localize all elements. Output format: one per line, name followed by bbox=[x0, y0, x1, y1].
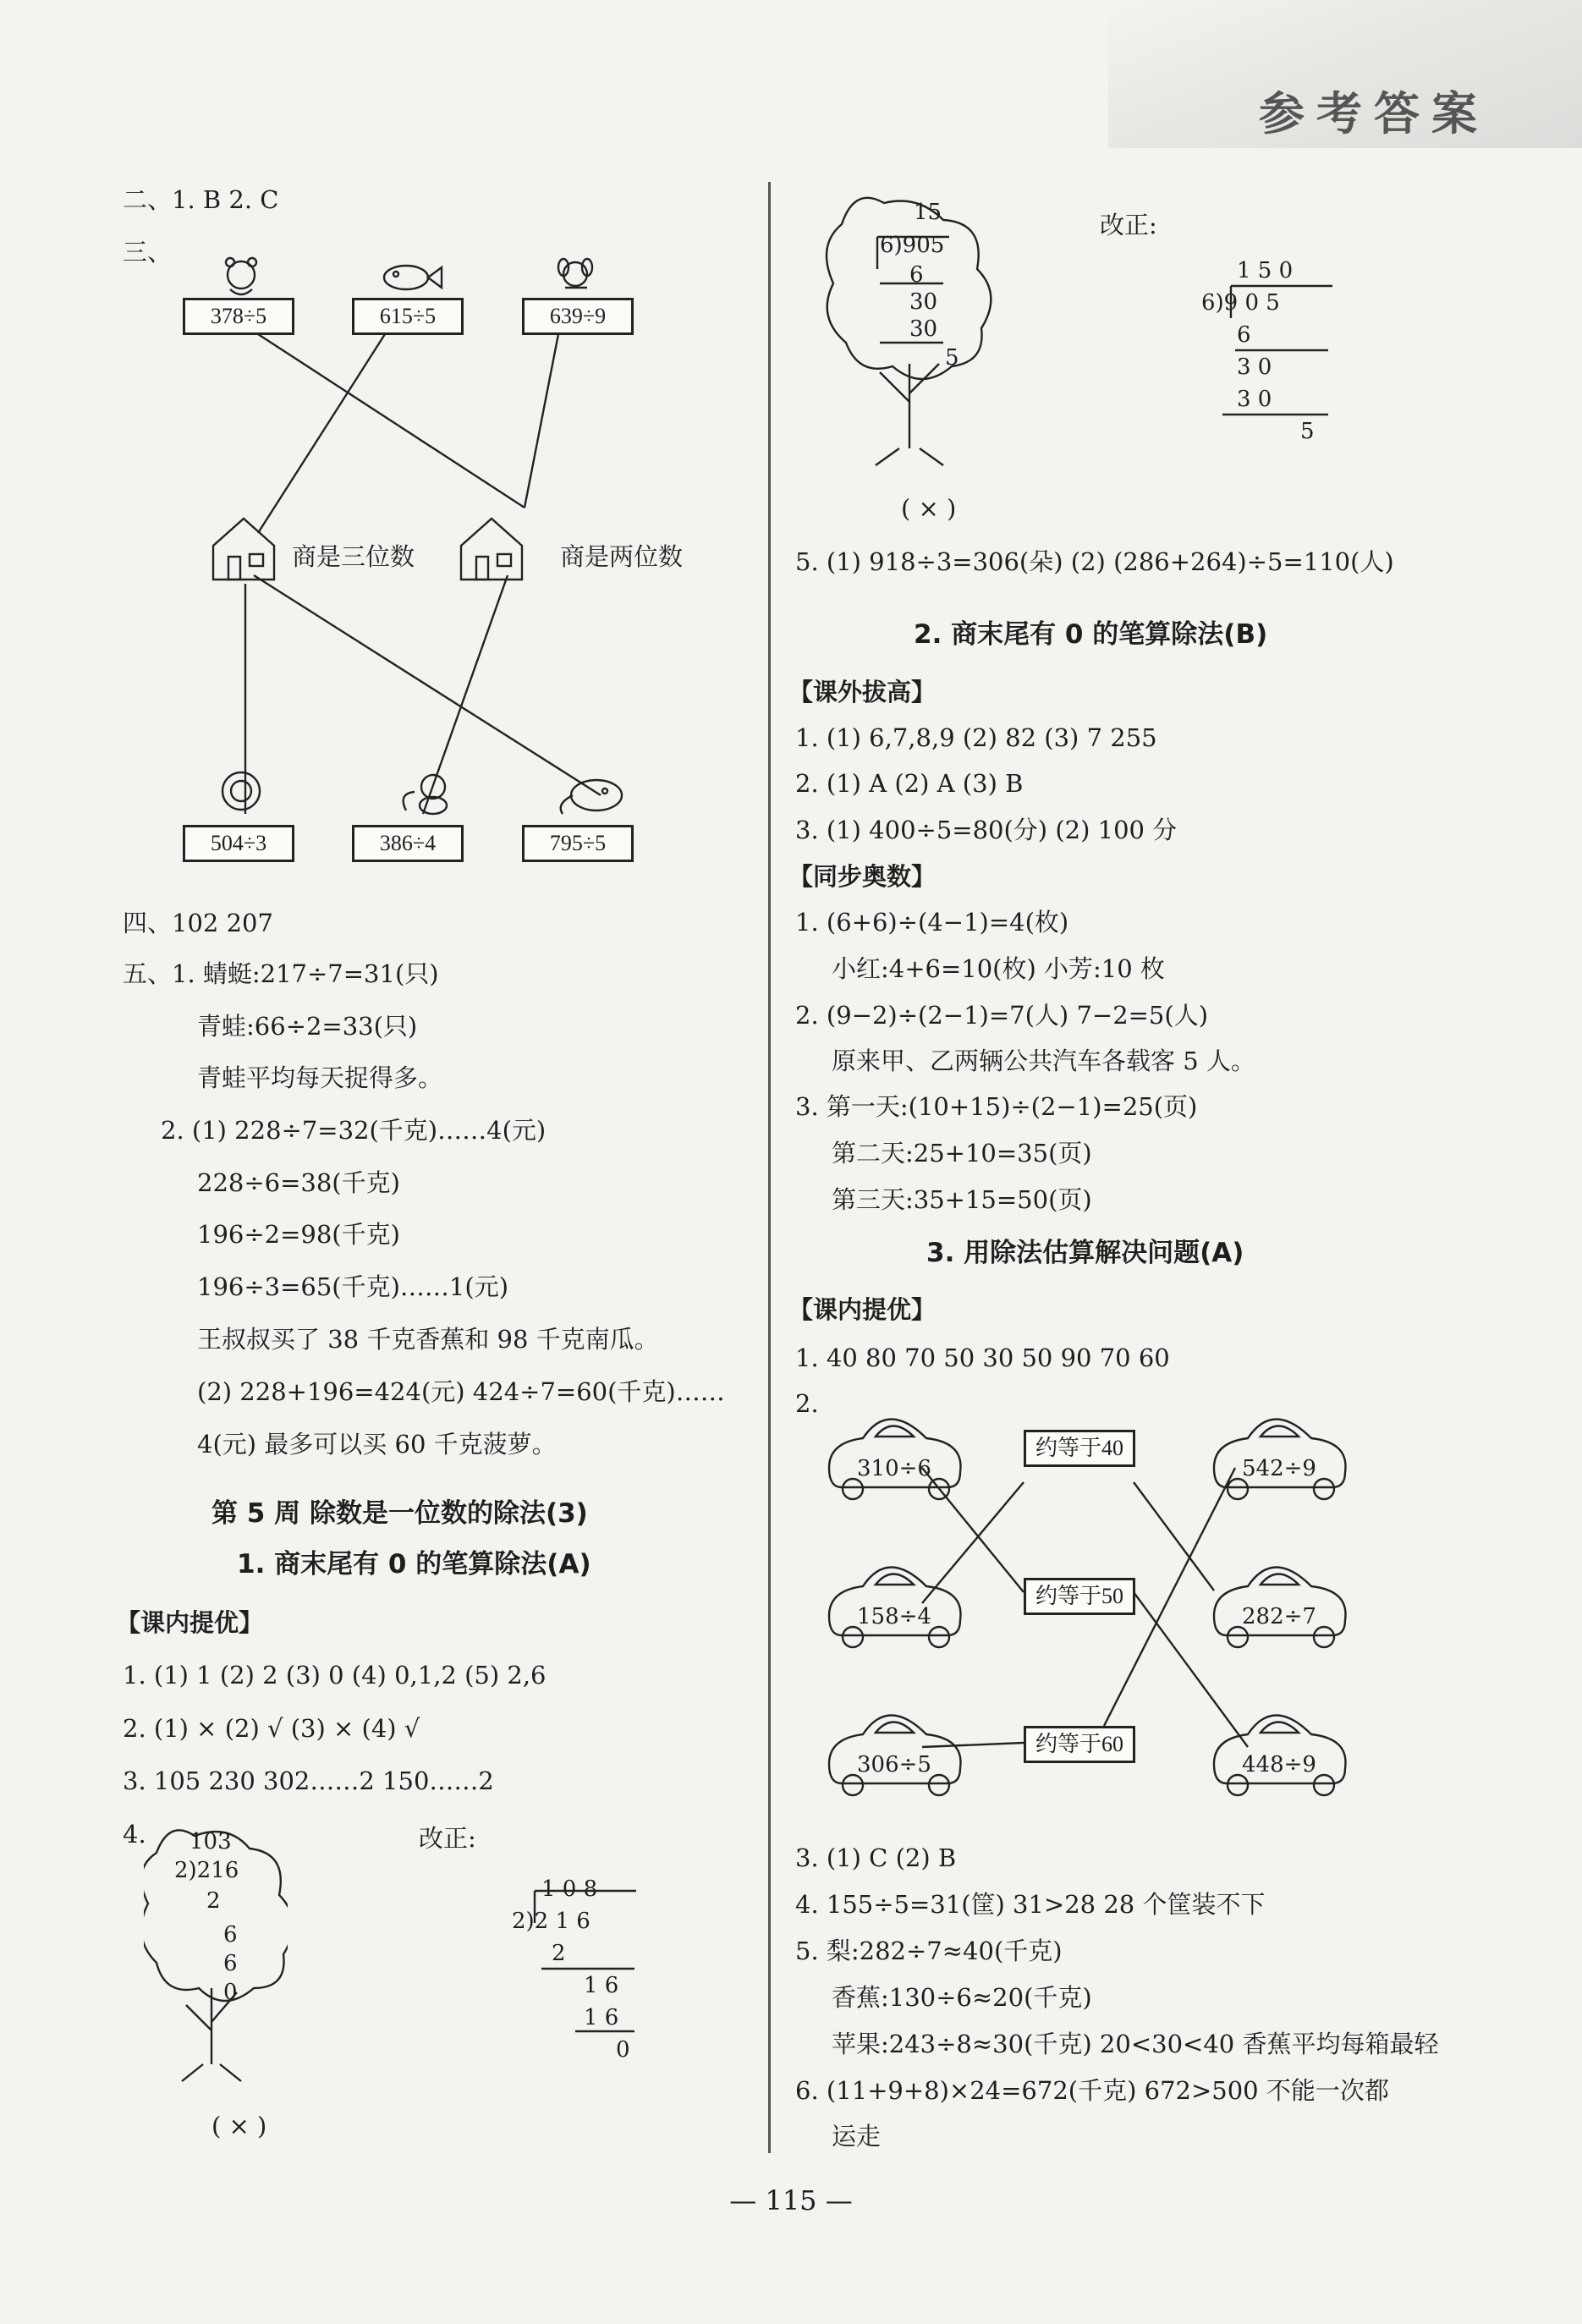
tree-remainder: 0 bbox=[223, 1980, 238, 2005]
link-line bbox=[1134, 1592, 1248, 1747]
car-right-label: 448÷9 bbox=[1242, 1752, 1316, 1777]
answer-5-2f: (2) 228+196=424(元) 424÷7=60(千克)…… bbox=[197, 1377, 725, 1406]
p-answer-1: 1. 40 80 70 50 30 50 90 70 60 bbox=[795, 1343, 1170, 1372]
w-answer-3: 3. (1) 400÷5=80(分) (2) 100 分 bbox=[795, 816, 1178, 844]
link-line bbox=[922, 1482, 1024, 1603]
correct-label: 改正: bbox=[1100, 211, 1157, 239]
o-answer-3c: 第三天:35+15=50(页) bbox=[832, 1185, 1092, 1214]
house-icon bbox=[461, 519, 522, 580]
car-left-label: 310÷6 bbox=[857, 1456, 931, 1481]
column-divider bbox=[768, 182, 771, 2153]
fix-step: 3 0 bbox=[1237, 387, 1272, 412]
tree-step: 6 bbox=[223, 1922, 238, 1948]
answer-5-2a: 2. (1) 228÷7=32(千克)……4(元) bbox=[161, 1116, 547, 1145]
link-line bbox=[922, 1743, 1024, 1747]
tree-step: 30 bbox=[909, 289, 938, 315]
p-answer-5a: 5. 梨:282÷7≈40(千克) bbox=[795, 1937, 1063, 1965]
p-answer-4: 4. 155÷5=31(筐) 31>28 28 个筐装不下 bbox=[795, 1890, 1266, 1919]
division-box: 378÷5 bbox=[183, 298, 294, 335]
tree-step: 6 bbox=[909, 262, 924, 288]
p-answer-2: 2. bbox=[795, 1389, 819, 1418]
division-box: 639÷9 bbox=[522, 298, 634, 335]
k-answer-1: 1. (1) 1 (2) 2 (3) 0 (4) 0,1,2 (5) 2,6 bbox=[123, 1661, 547, 1689]
tree-quotient: 103 bbox=[190, 1829, 232, 1854]
car-right-label: 282÷7 bbox=[1242, 1604, 1316, 1629]
car-left-label: 306÷5 bbox=[857, 1752, 931, 1777]
long-division-lines bbox=[1201, 255, 1337, 425]
fix-remainder: 0 bbox=[616, 2037, 630, 2063]
answer-5-2g: 4(元) 最多可以买 60 千克菠萝。 bbox=[197, 1430, 557, 1459]
section-2-title: 2. 商末尾有 0 的笔算除法(B) bbox=[914, 619, 1268, 650]
link-line bbox=[258, 334, 385, 533]
p-answer-5b: 香蕉:130÷6≈20(千克) bbox=[832, 1983, 1092, 2012]
o-answer-3a: 3. 第一天:(10+15)÷(2−1)=25(页) bbox=[795, 1092, 1198, 1121]
house-label-three-digit: 商是三位数 bbox=[292, 542, 415, 571]
k-answer-2: 2. (1) × (2) √ (3) × (4) √ bbox=[123, 1714, 420, 1743]
tiger-icon bbox=[226, 258, 256, 294]
answer-5-1b: 青蛙:66÷2=33(只) bbox=[197, 1012, 418, 1041]
answer-2: 二、1. B 2. C bbox=[123, 185, 279, 214]
link-line bbox=[258, 334, 525, 508]
house-label-two-digit: 商是两位数 bbox=[560, 542, 684, 571]
division-box: 386÷4 bbox=[352, 825, 464, 862]
long-division-lines bbox=[508, 1874, 643, 2043]
section-label-kenei-2: 【课内提优】 bbox=[788, 1295, 937, 1324]
o-answer-1a: 1. (6+6)÷(4−1)=4(枚) bbox=[795, 908, 1069, 937]
tree-step: 2 bbox=[206, 1888, 221, 1914]
tree-step: 6 bbox=[223, 1951, 238, 1976]
tree-quotient: 15 bbox=[914, 200, 942, 225]
answer-5-2b: 228÷6=38(千克) bbox=[197, 1168, 400, 1197]
section-3-title: 3. 用除法估算解决问题(A) bbox=[926, 1238, 1244, 1268]
division-box: 615÷5 bbox=[352, 298, 464, 335]
house-icon bbox=[213, 519, 274, 580]
approx-box: 约等于60 bbox=[1024, 1726, 1135, 1763]
fix-step: 2 bbox=[552, 1941, 566, 1966]
answer-5-2d: 196÷3=65(千克)……1(元) bbox=[197, 1272, 509, 1301]
wrong-mark: ( × ) bbox=[211, 2112, 267, 2140]
link-line bbox=[423, 575, 508, 814]
p-answer-3: 3. (1) C (2) B bbox=[795, 1843, 957, 1872]
fix-step: 1 6 bbox=[584, 2005, 619, 2030]
answer-5-1a: 五、1. 蜻蜓:217÷7=31(只) bbox=[123, 959, 439, 988]
approx-box: 约等于40 bbox=[1024, 1430, 1135, 1467]
dog-icon bbox=[558, 259, 592, 288]
tree-remainder: 5 bbox=[945, 345, 959, 371]
fix-dividend: 2)2 1 6 bbox=[512, 1909, 591, 1934]
tree-step: 30 bbox=[909, 316, 938, 342]
car-left-label: 158÷4 bbox=[857, 1604, 931, 1629]
fix-step: 1 6 bbox=[584, 1973, 619, 1998]
p-answer-6a: 6. (11+9+8)×24=672(千克) 672>500 不能一次都 bbox=[795, 2076, 1389, 2105]
section-1-title: 1. 商末尾有 0 的笔算除法(A) bbox=[237, 1549, 591, 1580]
section-label-tongbu: 【同步奥数】 bbox=[788, 862, 937, 891]
answer-5-1c: 青蛙平均每天捉得多。 bbox=[197, 1063, 443, 1092]
k-answer-4: 4. bbox=[123, 1820, 146, 1849]
answer-4: 四、102 207 bbox=[123, 909, 273, 937]
r-answer-5: 5. (1) 918÷3=306(朵) (2) (286+264)÷5=110(人) bbox=[795, 547, 1394, 576]
link-line bbox=[525, 334, 558, 508]
wrong-mark: ( × ) bbox=[901, 494, 957, 523]
fix-step: 6 bbox=[1237, 322, 1251, 348]
w-answer-2: 2. (1) A (2) A (3) B bbox=[795, 769, 1024, 798]
lion-icon bbox=[222, 772, 260, 810]
p-answer-6b: 运走 bbox=[832, 2122, 882, 2151]
link-line bbox=[1134, 1482, 1214, 1591]
section-label-kewai: 【课外拔高】 bbox=[788, 678, 937, 706]
link-line bbox=[254, 575, 601, 795]
w-answer-1: 1. (1) 6,7,8,9 (2) 82 (3) 7 255 bbox=[795, 723, 1157, 752]
elephant-icon bbox=[561, 780, 622, 814]
fix-remainder: 5 bbox=[1300, 419, 1315, 444]
fix-quotient: 1 5 0 bbox=[1237, 258, 1294, 283]
fix-dividend: 6)9 0 5 bbox=[1201, 290, 1280, 316]
o-answer-2b: 原来甲、乙两辆公共汽车各载客 5 人。 bbox=[832, 1047, 1255, 1075]
header-title: 参考答案 bbox=[1259, 87, 1489, 140]
page-number: — 115 — bbox=[729, 2184, 853, 2217]
division-box: 795÷5 bbox=[522, 825, 634, 862]
o-answer-3b: 第二天:25+10=35(页) bbox=[832, 1139, 1092, 1167]
tree-dividend: 6)905 bbox=[880, 233, 945, 258]
fish-icon bbox=[384, 266, 442, 289]
section-label-kenei: 【课内提优】 bbox=[116, 1608, 264, 1637]
answer-5-2e: 王叔叔买了 38 千克香蕉和 98 千克南瓜。 bbox=[197, 1325, 659, 1354]
answer-3-label: 三、 bbox=[123, 238, 173, 266]
fix-step: 3 0 bbox=[1237, 354, 1272, 380]
answer-5-2c: 196÷2=98(千克) bbox=[197, 1220, 400, 1249]
o-answer-2a: 2. (9−2)÷(2−1)=7(人) 7−2=5(人) bbox=[795, 1001, 1209, 1030]
o-answer-1b: 小红:4+6=10(枚) 小芳:10 枚 bbox=[832, 954, 1165, 983]
fix-quotient: 1 0 8 bbox=[541, 1876, 598, 1902]
tree-dividend: 2)216 bbox=[174, 1858, 239, 1883]
approx-box: 约等于50 bbox=[1024, 1578, 1135, 1615]
division-box: 504÷3 bbox=[183, 825, 294, 862]
correct-label: 改正: bbox=[419, 1824, 476, 1853]
week-title: 第 5 周 除数是一位数的除法(3) bbox=[211, 1498, 588, 1529]
k-answer-3: 3. 105 230 302……2 150……2 bbox=[123, 1766, 494, 1795]
car-right-label: 542÷9 bbox=[1242, 1456, 1316, 1481]
p-answer-5c: 苹果:243÷8≈30(千克) 20<30<40 香蕉平均每箱最轻 bbox=[832, 2030, 1439, 2058]
